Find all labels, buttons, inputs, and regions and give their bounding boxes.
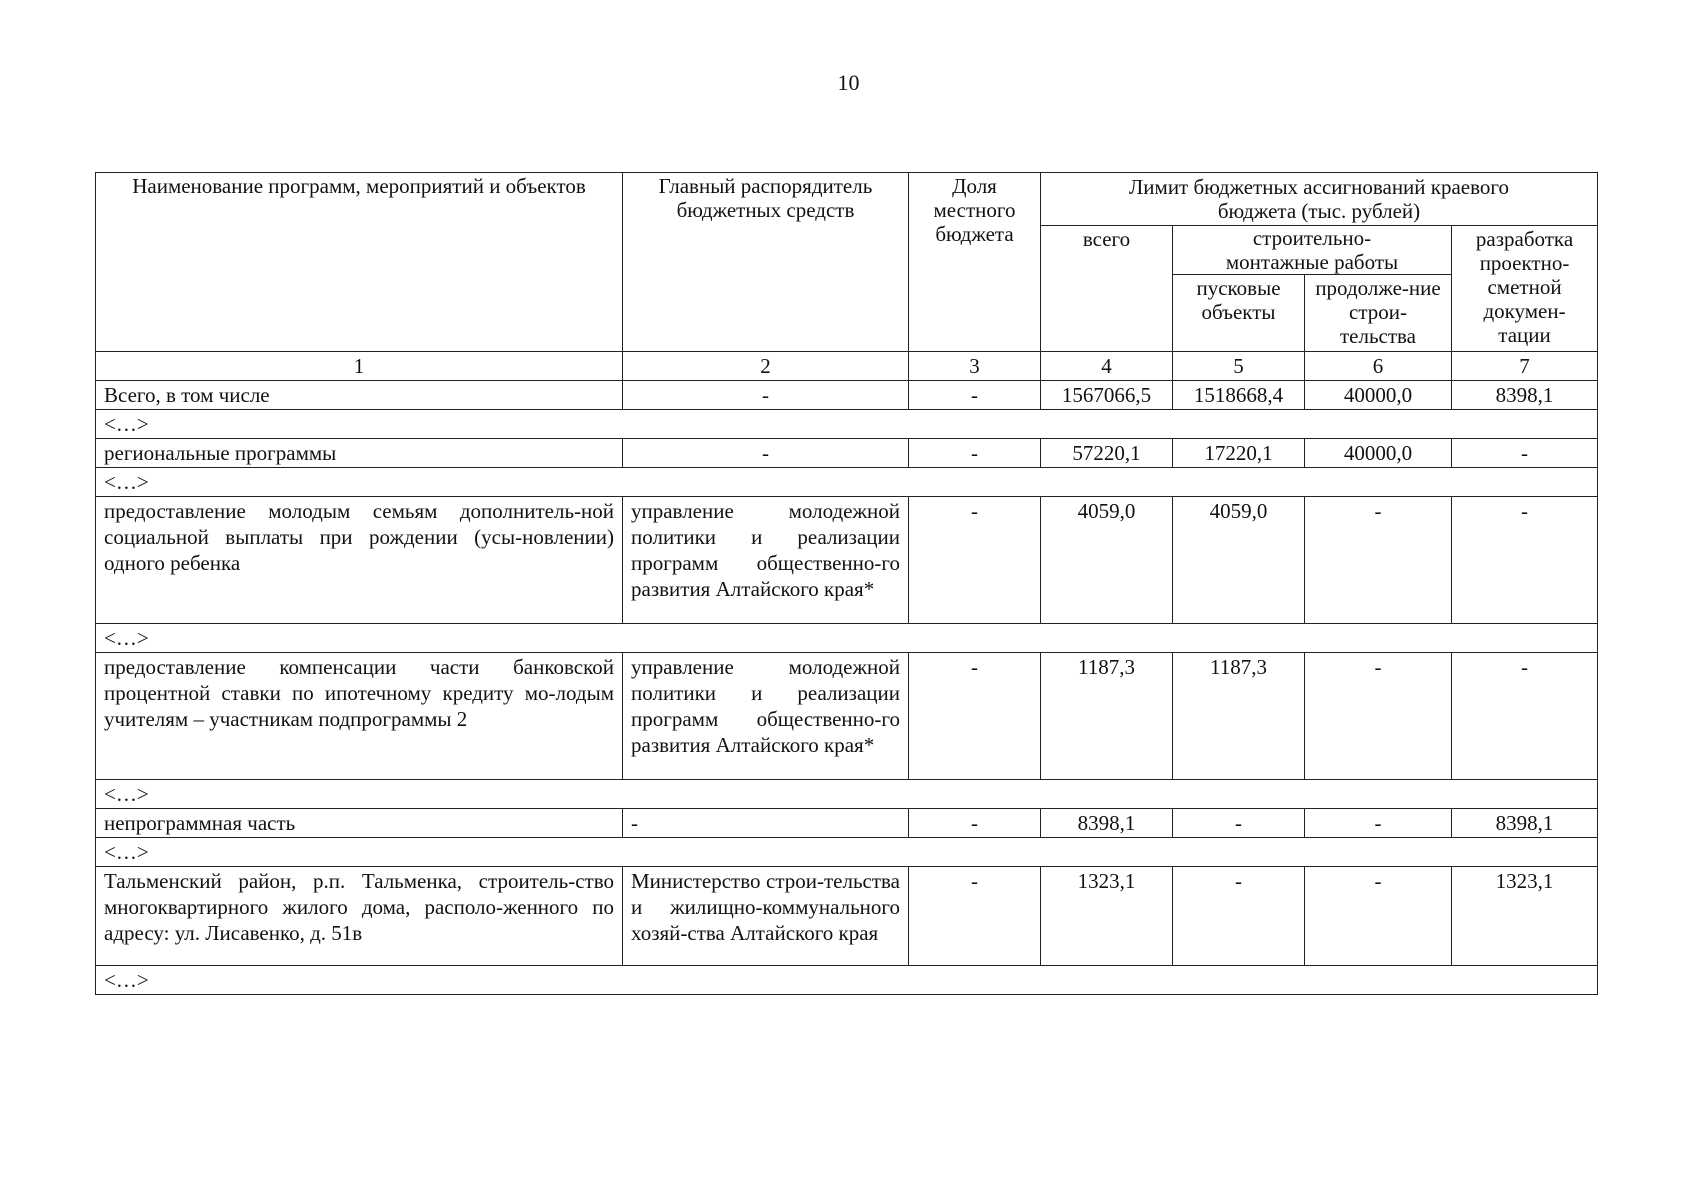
- table-row-young-teachers: [96, 653, 1598, 780]
- column-number: 3: [909, 352, 1041, 381]
- row-continuation: -: [1305, 809, 1452, 838]
- row-continuation: -: [1305, 653, 1452, 780]
- row-continuation: 40000,0: [1305, 381, 1452, 410]
- header-manager: Главный распорядитель бюджетных средств: [623, 173, 909, 352]
- omission-marker: <…>: [96, 468, 1598, 497]
- row-launch: 17220,1: [1173, 439, 1305, 468]
- row-design: -: [1452, 653, 1598, 780]
- omission-marker: <…>: [96, 780, 1598, 809]
- row-local-share: -: [909, 653, 1041, 780]
- row-name: Тальменский район, р.п. Тальменка, строитель-ство многоквартирного жилого дома, располо-женного по адресу: ул. Лисавенко, д. 51в: [96, 867, 623, 966]
- row-manager: -: [623, 381, 909, 410]
- header-name: Наименование программ, мероприятий и объектов: [96, 173, 623, 352]
- row-launch: -: [1173, 867, 1305, 966]
- header-continuation: продолже-ние строи-тельства: [1305, 275, 1452, 352]
- row-name: непрограммная часть: [96, 809, 623, 838]
- omission-marker: <…>: [96, 624, 1598, 653]
- table-row-regional: [96, 439, 1598, 468]
- table-row-young-families: [96, 497, 1598, 624]
- row-total: 57220,1: [1041, 439, 1173, 468]
- header-limit: Лимит бюджетных ассигнований краевого бюджета (тыс. рублей): [1041, 173, 1598, 226]
- header-launch: пусковые объекты: [1173, 275, 1305, 352]
- row-local-share: -: [909, 439, 1041, 468]
- row-launch: -: [1173, 809, 1305, 838]
- row-design: -: [1452, 439, 1598, 468]
- ellipsis-row: [96, 624, 1598, 653]
- budget-table: [95, 172, 1598, 995]
- ellipsis-row: [96, 780, 1598, 809]
- row-launch: 1518668,4: [1173, 381, 1305, 410]
- ellipsis-row: [96, 966, 1598, 995]
- row-launch: 4059,0: [1173, 497, 1305, 624]
- row-design: 1323,1: [1452, 867, 1598, 966]
- table-row-talmenka: [96, 867, 1598, 966]
- row-name: предоставление компенсации части банковской процентной ставки по ипотечному кредиту мо-лодым учителям – участникам подпрограммы 2: [96, 653, 623, 780]
- row-manager: -: [623, 809, 909, 838]
- row-manager: -: [623, 439, 909, 468]
- row-continuation: -: [1305, 497, 1452, 624]
- column-number: 1: [96, 352, 623, 381]
- row-total: 8398,1: [1041, 809, 1173, 838]
- row-manager: управление молодежной политики и реализации программ общественно-го развития Алтайского края*: [623, 497, 909, 624]
- table-row-total: [96, 381, 1598, 410]
- header-total: всего: [1041, 226, 1173, 352]
- omission-marker: <…>: [96, 966, 1598, 995]
- omission-marker: <…>: [96, 838, 1598, 867]
- row-design: -: [1452, 497, 1598, 624]
- row-total: 1187,3: [1041, 653, 1173, 780]
- omission-marker: <…>: [96, 410, 1598, 439]
- row-name: предоставление молодым семьям дополнитель-ной социальной выплаты при рождении (усы-новлении) одного ребенка: [96, 497, 623, 624]
- row-manager: Министерство строи-тельства и жилищно-коммунального хозяй-ства Алтайского края: [623, 867, 909, 966]
- row-total: 1567066,5: [1041, 381, 1173, 410]
- row-launch: 1187,3: [1173, 653, 1305, 780]
- row-local-share: -: [909, 497, 1041, 624]
- column-numbers-row: [96, 352, 1598, 381]
- row-name: региональные программы: [96, 439, 623, 468]
- row-local-share: -: [909, 867, 1041, 966]
- row-continuation: 40000,0: [1305, 439, 1452, 468]
- row-local-share: -: [909, 381, 1041, 410]
- ellipsis-row: [96, 838, 1598, 867]
- header-local-share: Доля местного бюджета: [909, 173, 1041, 352]
- column-number: 2: [623, 352, 909, 381]
- ellipsis-row: [96, 410, 1598, 439]
- column-number: 6: [1305, 352, 1452, 381]
- page-number: 10: [837, 70, 860, 95]
- column-number: 7: [1452, 352, 1598, 381]
- row-design: 8398,1: [1452, 381, 1598, 410]
- header-construction: строительно-монтажные работы: [1173, 226, 1452, 275]
- row-design: 8398,1: [1452, 809, 1598, 838]
- row-manager: управление молодежной политики и реализации программ общественно-го развития Алтайского края*: [623, 653, 909, 780]
- table-row-non-program: [96, 809, 1598, 838]
- header-row: [96, 173, 1598, 226]
- row-local-share: -: [909, 809, 1041, 838]
- row-continuation: -: [1305, 867, 1452, 966]
- column-number: 5: [1173, 352, 1305, 381]
- row-total: 4059,0: [1041, 497, 1173, 624]
- column-number: 4: [1041, 352, 1173, 381]
- header-design: разработка проектно-сметной докумен-тации: [1452, 226, 1598, 352]
- row-name: Всего, в том числе: [96, 381, 623, 410]
- ellipsis-row: [96, 468, 1598, 497]
- row-total: 1323,1: [1041, 867, 1173, 966]
